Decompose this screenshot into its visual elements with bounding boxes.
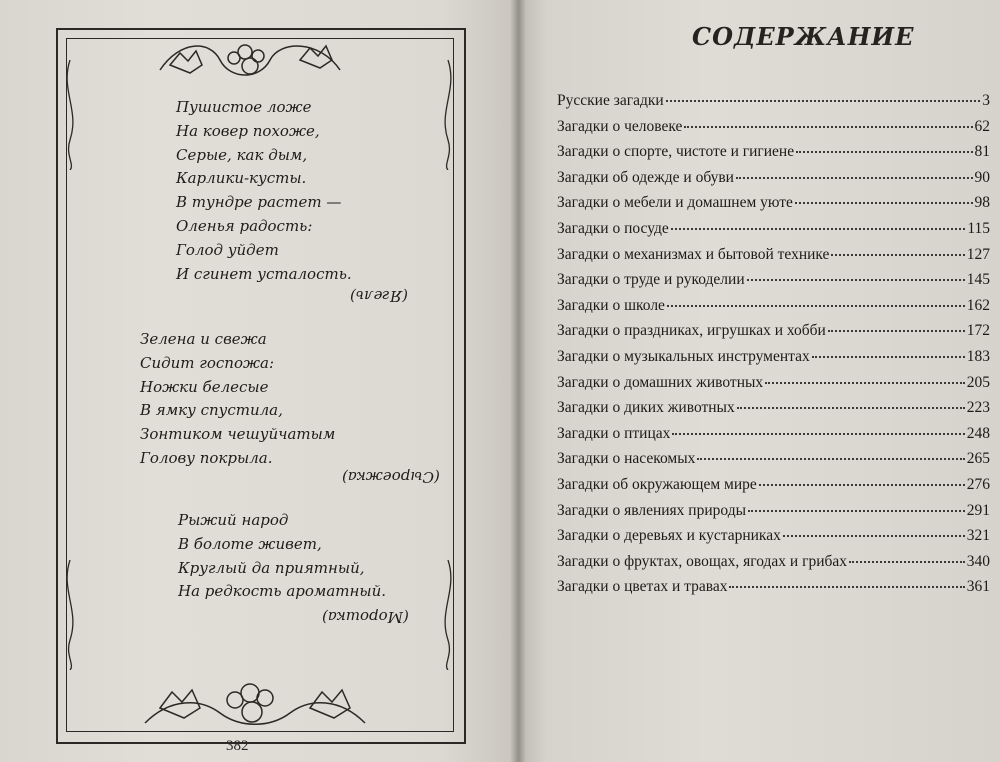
toc-leader-dots [783,534,965,537]
toc-page: 265 [966,450,990,468]
toc-row[interactable] [557,348,990,374]
toc-leader-dots [812,355,965,358]
toc-leader-dots [765,381,965,384]
toc-row[interactable] [557,246,990,272]
toc-leader-dots [748,509,965,512]
toc-title: Загадки о птицах [557,424,671,442]
toc-row[interactable] [557,169,990,195]
toc-page: 223 [966,399,990,417]
toc-title: Загадки о цветах и травах [557,578,728,596]
flourish-left-top-icon [60,60,80,170]
toc-leader-dots [666,99,981,102]
riddle-line: В болоте живет, [178,534,322,553]
toc-row[interactable] [557,322,990,348]
toc-row[interactable] [557,297,990,323]
riddle-line: Голову покрыла. [140,448,273,467]
toc-row[interactable] [557,527,990,553]
toc-title: Загадки о человеке [557,117,683,135]
toc-leader-dots [736,176,973,179]
toc-page: 145 [966,271,990,289]
riddle-line: На редкость ароматный. [178,582,387,601]
toc-title: Загадки об одежде и обуви [557,168,734,186]
flourish-left-bottom-icon [60,560,80,670]
toc-leader-dots [684,125,972,128]
riddle-line: Ножки белесые [140,377,269,396]
riddle-line: Круглый да приятный, [178,558,365,577]
toc-leader-dots [747,278,965,281]
toc-page: 172 [966,322,990,340]
toc-leader-dots [795,201,973,204]
riddle-line: В тундре растет — [176,193,342,212]
toc-row[interactable] [557,92,990,118]
toc-title: Загадки о деревьях и кустарниках [557,527,781,545]
toc-title: Загадки о домашних животных [557,373,764,391]
toc-page: 183 [966,347,990,365]
toc-title: Загадки о труде и рукоделии [557,271,745,289]
toc-row[interactable] [557,502,990,528]
toc-row[interactable] [557,143,990,169]
toc-heading: СОДЕРЖАНИЕ [692,22,915,51]
toc-row[interactable] [557,553,990,579]
toc-title: Русские загадки [557,92,664,109]
toc-page: 62 [974,117,990,135]
toc-leader-dots [828,329,965,332]
riddle-line: Серые, как дым, [176,145,308,164]
riddle-line: На ковер похоже, [176,121,320,140]
grape-leaf-ornament-bottom-icon [140,668,370,738]
toc-page: 98 [974,194,990,212]
toc-title: Загадки о посуде [557,219,669,237]
riddle-line: В ямку спустила, [140,401,283,420]
toc-page: 321 [966,527,990,545]
riddle-2 [140,328,335,471]
toc-page: 90 [974,168,990,186]
toc-title: Загадки о мебели и домашнем уюте [557,194,793,212]
toc-page: 3 [982,92,990,109]
toc-page: 291 [966,501,990,519]
flourish-right-top-icon [438,60,458,170]
toc-page: 248 [966,424,990,442]
table-of-contents [557,92,990,604]
toc-title: Загадки о механизмах и бытовой технике [557,245,830,263]
toc-title: Загадки о фруктах, овощах, ягодах и грибах [557,552,848,570]
toc-page: 205 [966,373,990,391]
riddle-2-answer: (Сыроежка) [342,468,440,486]
toc-title: Загадки о диких животных [557,399,735,417]
riddle-line: Оленья радость: [176,216,313,235]
riddle-3 [178,509,386,604]
riddle-1-answer: (Ягель) [350,287,408,305]
toc-title: Загадки о насекомых [557,450,696,468]
toc-row[interactable] [557,425,990,451]
riddle-1 [176,96,352,286]
toc-page: 115 [967,219,990,237]
toc-title: Загадки о школе [557,296,665,314]
riddle-line: Пушистое ложе [176,98,312,116]
toc-leader-dots [697,457,964,460]
toc-row[interactable] [557,194,990,220]
toc-leader-dots [672,432,964,435]
toc-row[interactable] [557,399,990,425]
toc-page: 81 [974,143,990,161]
toc-leader-dots [796,150,972,153]
toc-row[interactable] [557,220,990,246]
riddle-line: И сгинет усталость. [176,264,352,283]
toc-title: Загадки о праздниках, игрушках и хобби [557,322,826,340]
toc-row[interactable] [557,271,990,297]
toc-title: Загадки о музыкальных инструментах [557,347,810,365]
toc-leader-dots [667,304,965,307]
page-number: 382 [226,738,249,754]
toc-page: 276 [966,475,990,493]
toc-leader-dots [849,560,965,563]
riddle-line: Карлики-кусты. [176,169,307,188]
book-gutter [510,0,526,762]
toc-row[interactable] [557,578,990,604]
toc-page: 162 [966,296,990,314]
riddle-line: Зелена и свежа [140,330,267,348]
flourish-right-bottom-icon [438,560,458,670]
riddle-line: Рыжий народ [178,511,289,529]
toc-page: 127 [966,245,990,263]
toc-leader-dots [737,406,965,409]
toc-title: Загадки о спорте, чистоте и гигиене [557,143,795,161]
toc-leader-dots [729,585,964,588]
toc-title: Загадки об окружающем мире [557,475,757,493]
toc-title: Загадки о явлениях природы [557,501,746,519]
toc-leader-dots [831,253,964,256]
toc-row[interactable] [557,476,990,502]
toc-page: 340 [966,552,990,570]
toc-page: 361 [966,578,990,596]
toc-leader-dots [759,483,965,486]
riddle-line: Сидит госпожа: [140,353,275,372]
riddle-line: Зонтиком чешуйчатым [140,425,336,444]
toc-row[interactable] [557,118,990,144]
riddle-3-answer: (Морошка) [322,608,409,626]
riddle-line: Голод уйдет [176,240,279,259]
grape-leaf-ornament-top-icon [150,30,350,90]
toc-row[interactable] [557,374,990,400]
toc-leader-dots [671,227,966,230]
toc-row[interactable] [557,450,990,476]
